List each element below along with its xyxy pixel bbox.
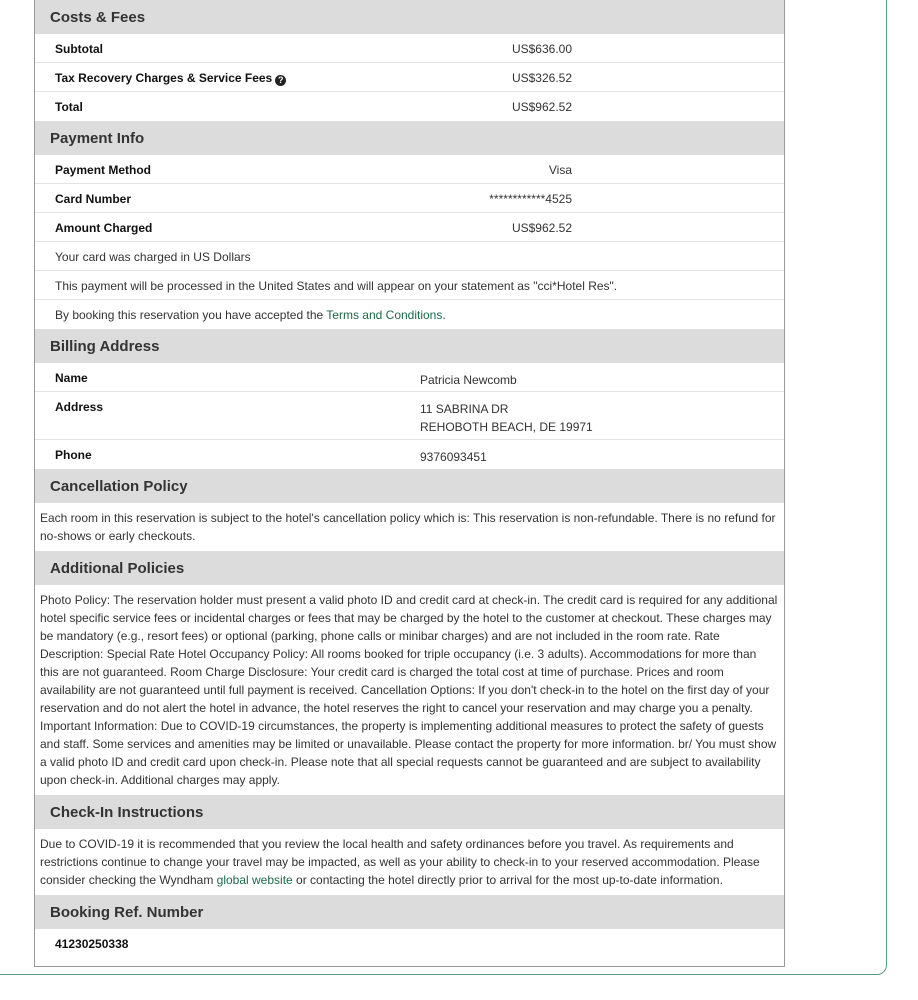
tax-fees-label: Tax Recovery Charges & Service Fees bbox=[55, 71, 273, 85]
payment-method-label: Payment Method bbox=[55, 163, 152, 177]
card-number-label: Card Number bbox=[55, 192, 132, 206]
billing-name-value: Patricia Newcomb bbox=[420, 373, 517, 387]
card-number-row bbox=[35, 184, 784, 213]
terms-note bbox=[55, 308, 446, 322]
cancellation-policy-text: Each room in this reservation is subject to the hotel's cancellation policy which is: This reservation is non-refundable. There is no refund for no-shows or early checkouts. bbox=[40, 511, 776, 543]
checkin-text-prefix: Due to COVID-19 it is recommended that you review the local health and safety ordinances before you travel. As requirements and restrictions continue to change your travel may be impacted, as well as your ability to check-in to your reserved accommodation. Please consider checking the Wyndham bbox=[40, 837, 760, 887]
additional-policies-text: Photo Policy: The reservation holder must present a valid photo ID and credit card at check-in. The credit card is required for any additional hotel specific service fees or incidental charges or fees that may be charged by the hotel to the customer at checkout. These charges may be mandatory (e.g., resort fees) or optional (parking, phone calls or minibar charges) and are not included in the room rate. Rate Description: Special Rate Hotel Occupancy Policy: All rooms booked for triple occupancy (i.e. 3 adults). Accommodations for more than this are not guaranteed. Room Charge Disclosure: Your credit card is charged the total cost at time of purchase. Prices and room availability are not guaranteed until full payment is received. Cancellation Options: If you don't check-in to the hotel on the first day of your reservation and do not alert the hotel in advance, the hotel reserves the right to cancel your reservation and may charge you a penalty. Important Information: Due to COVID-19 circumstances, the property is implementing additional measures to protect the safety of guests and staff. Some services and amenities may be limited or unavailable. Please contact the property for more information. br/ You must show a valid photo ID and credit card upon check-in. Please note that all special requests cannot be guaranteed and are subject to availability upon check-in. Additional charges may apply. bbox=[40, 593, 778, 787]
billing-phone-value: 9376093451 bbox=[420, 450, 487, 464]
subtotal-row bbox=[35, 34, 784, 63]
billing-address-row bbox=[35, 392, 784, 440]
billing-address-heading: Billing Address bbox=[35, 329, 784, 363]
billing-address-label: Address bbox=[55, 400, 104, 414]
total-value: US$962.52 bbox=[511, 100, 572, 114]
amount-charged-label: Amount Charged bbox=[55, 221, 153, 235]
payment-info-heading: Payment Info bbox=[35, 121, 784, 155]
info-icon[interactable]: ? bbox=[275, 75, 286, 86]
tax-fees-row bbox=[35, 63, 784, 92]
payment-method-row bbox=[35, 155, 784, 184]
booking-ref-row bbox=[35, 929, 784, 958]
total-row bbox=[35, 92, 784, 121]
subtotal-label: Subtotal bbox=[55, 42, 103, 56]
terms-note-row bbox=[35, 300, 784, 329]
billing-name-label: Name bbox=[55, 371, 88, 385]
payment-method-value: Visa bbox=[548, 163, 572, 177]
amount-charged-value: US$962.52 bbox=[511, 221, 572, 235]
billing-phone-row bbox=[35, 440, 784, 469]
global-website-link[interactable]: global website bbox=[216, 873, 293, 887]
terms-suffix: . bbox=[442, 308, 446, 322]
processing-note-row bbox=[35, 271, 784, 300]
reservation-details-panel bbox=[34, 0, 785, 967]
terms-link[interactable]: Terms and Conditions bbox=[326, 308, 443, 322]
currency-note-row bbox=[35, 242, 784, 271]
booking-ref-number: 41230250338 bbox=[55, 937, 129, 951]
checkin-instructions-heading: Check-In Instructions bbox=[35, 795, 784, 829]
total-label: Total bbox=[55, 100, 83, 114]
billing-address-value bbox=[420, 400, 593, 436]
checkin-instructions-text bbox=[35, 829, 784, 895]
checkin-text-suffix: or contacting the hotel directly prior to arrival for the most up-to-date information. bbox=[292, 873, 723, 887]
booking-ref-heading: Booking Ref. Number bbox=[35, 895, 784, 929]
subtotal-value: US$636.00 bbox=[511, 42, 572, 56]
address-line-1: 11 SABRINA DR bbox=[420, 402, 509, 416]
amount-charged-row bbox=[35, 213, 784, 242]
billing-phone-label: Phone bbox=[55, 448, 92, 462]
currency-note: Your card was charged in US Dollars bbox=[55, 250, 251, 264]
processing-note: This payment will be processed in the United States and will appear on your statement as "cci*Hotel Res". bbox=[55, 279, 618, 293]
cancellation-policy-heading: Cancellation Policy bbox=[35, 469, 784, 503]
tax-fees-label-group bbox=[55, 71, 286, 86]
card-number-value: ************4525 bbox=[489, 192, 572, 206]
additional-policies-heading: Additional Policies bbox=[35, 551, 784, 585]
billing-name-row bbox=[35, 363, 784, 392]
tax-fees-value: US$326.52 bbox=[511, 71, 572, 85]
address-line-2: REHOBOTH BEACH, DE 19971 bbox=[420, 420, 593, 434]
costs-fees-heading: Costs & Fees bbox=[35, 0, 784, 34]
terms-prefix: By booking this reservation you have accepted the bbox=[55, 308, 327, 322]
